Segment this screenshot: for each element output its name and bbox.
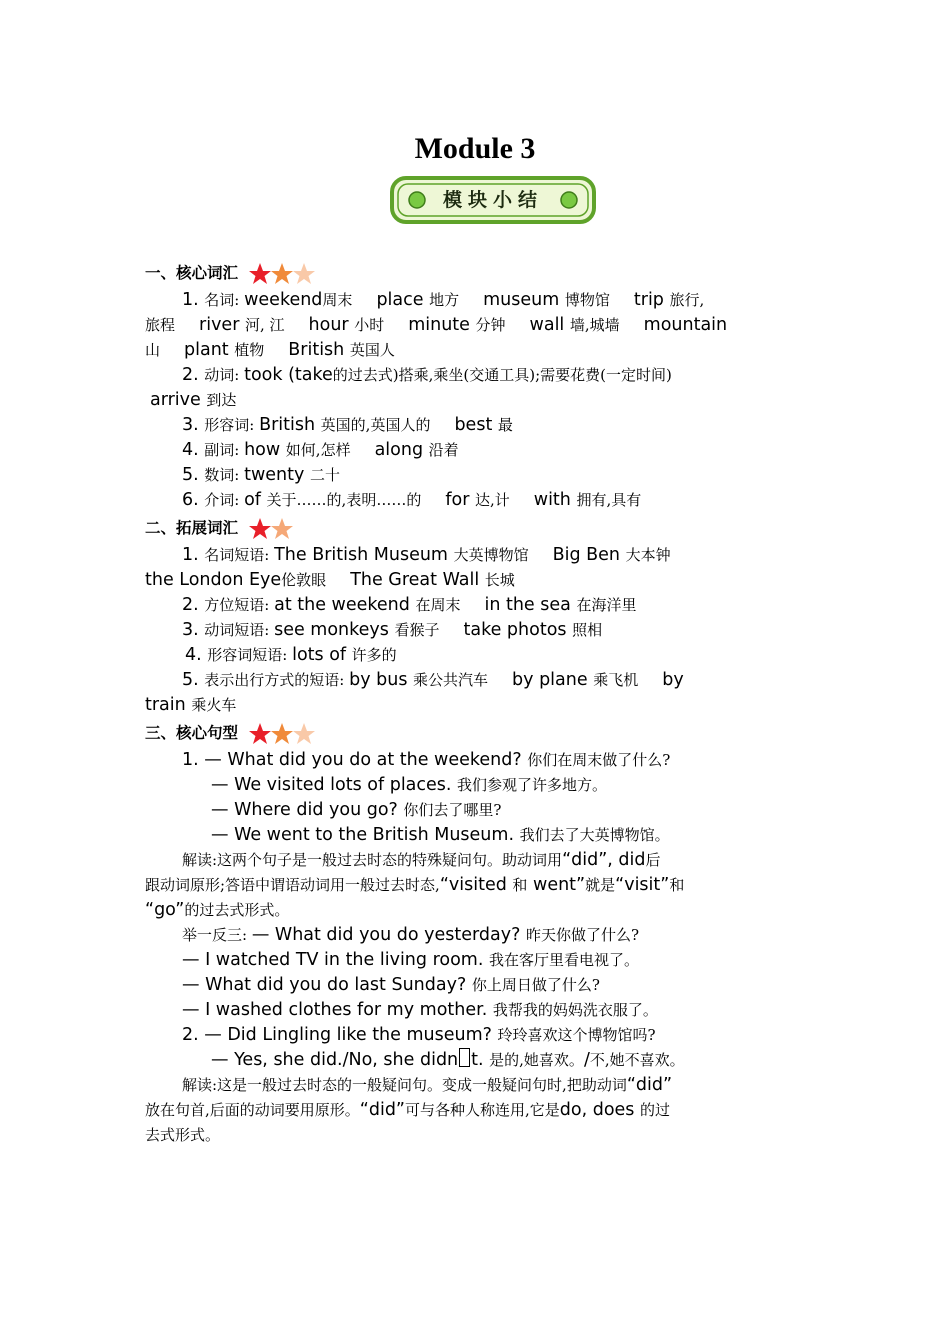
star-faded-icon — [292, 722, 316, 746]
text-line: 3. 形容词: British 英国的,英国人的 best 最 — [182, 415, 513, 435]
module-summary-badge — [389, 175, 597, 225]
text-line: 解读:这两个句子是一般过去时态的特殊疑问句。助动词用“did”, did后 — [182, 850, 661, 870]
badge-label: 模块小结 — [442, 189, 543, 211]
text-line: — I washed clothes for my mother. 我帮我的妈妈洗衣服了。 — [182, 1000, 658, 1020]
text-line: 跟动词原形;答语中谓语动词用一般过去时态,“visited 和 went”就是“visit”和 — [145, 875, 685, 895]
text-line: the London Eye伦敦眼 The Great Wall 长城 — [145, 570, 515, 590]
text-line: 解读:这是一般过去时态的一般疑问句。变成一般疑问句时,把助动词“did” — [182, 1075, 673, 1095]
star-faded-icon — [270, 517, 294, 541]
text-line: — What did you do last Sunday? 你上周日做了什么? — [182, 975, 600, 995]
text-line: 3. 动词短语: see monkeys 看猴子 take photos 照相 — [182, 620, 603, 640]
text-line: 1. 名词短语: The British Museum 大英博物馆 Big Ben 大本钟 — [182, 545, 671, 565]
text-line: — Where did you go? 你们去了哪里? — [211, 800, 502, 820]
text-line: 5. 表示出行方式的短语: by bus 乘公共汽车 by plane 乘飞机 by — [182, 670, 684, 690]
text-line: 1. — What did you do at the weekend? 你们在周末做了什么? — [182, 750, 671, 770]
star-full-icon — [248, 722, 272, 746]
text-line: 放在句首,后面的动词要用原形。“did”可与各种人称连用,它是do, does 的过 — [145, 1100, 671, 1120]
text-line: — I watched TV in the living room. 我在客厅里看电视了。 — [182, 950, 639, 970]
text-line: — We visited lots of places. 我们参观了许多地方。 — [211, 775, 608, 795]
star-full-icon — [248, 517, 272, 541]
text-line: 旅程 river 河, 江 hour 小时 minute 分钟 wall 墙,城墙 mountain — [145, 315, 728, 335]
text-line: 5. 数词: twenty 二十 — [182, 465, 340, 485]
text-line: 1. 名词: weekend周末 place 地方 museum 博物馆 trip 旅行, — [182, 290, 705, 310]
section-heading-extended-vocab — [145, 516, 805, 541]
text-line: 4. 副词: how 如何,怎样 along 沿着 — [182, 440, 459, 460]
missing-glyph-icon — [459, 1048, 470, 1067]
text-line: 2. 方位短语: at the weekend 在周末 in the sea 在海洋里 — [182, 595, 637, 615]
text-line: train 乘火车 — [145, 695, 237, 715]
text-line: 举一反三: — What did you do yesterday? 昨天你做了什么? — [182, 925, 640, 945]
text-line: 2. — Did Lingling like the museum? 玲玲喜欢这个博物馆吗? — [182, 1025, 656, 1045]
star-full-icon — [248, 262, 272, 286]
text-line: 6. 介词: of 关于……的,表明……的 for 达,计 with 拥有,具有 — [182, 490, 642, 510]
star-full-icon — [270, 262, 294, 286]
section-label: 三、核心句型 — [145, 724, 239, 742]
page-title: Module 3 — [414, 132, 536, 165]
text-line: 2. 动词: took (take的过去式)搭乘,乘坐(交通工具);需要花费(一定时间) — [182, 365, 672, 385]
star-full-icon — [270, 722, 294, 746]
section-label: 二、拓展词汇 — [145, 519, 239, 537]
summary-content — [145, 258, 805, 1148]
rating-stars — [248, 722, 314, 746]
text-line: “go”的过去式形式。 — [145, 900, 290, 920]
text-line: — We went to the British Museum. 我们去了大英博物馆。 — [211, 825, 670, 845]
text-line: 山 plant 植物 British 英国人 — [145, 340, 395, 360]
text-line: 4. 形容词短语: lots of 许多的 — [185, 645, 397, 665]
text-line: 去式形式。 — [145, 1126, 221, 1144]
section-heading-core-sentences — [145, 721, 805, 746]
rating-stars — [248, 262, 314, 286]
star-faded-icon — [292, 262, 316, 286]
text-line: arrive 到达 — [150, 390, 237, 410]
rating-stars — [248, 517, 292, 541]
section-heading-core-vocab — [145, 261, 805, 286]
section-label: 一、核心词汇 — [145, 264, 239, 282]
text-line: — Yes, she did./No, she didn t. 是的,她喜欢。/不,她不喜欢。 — [211, 1050, 685, 1070]
